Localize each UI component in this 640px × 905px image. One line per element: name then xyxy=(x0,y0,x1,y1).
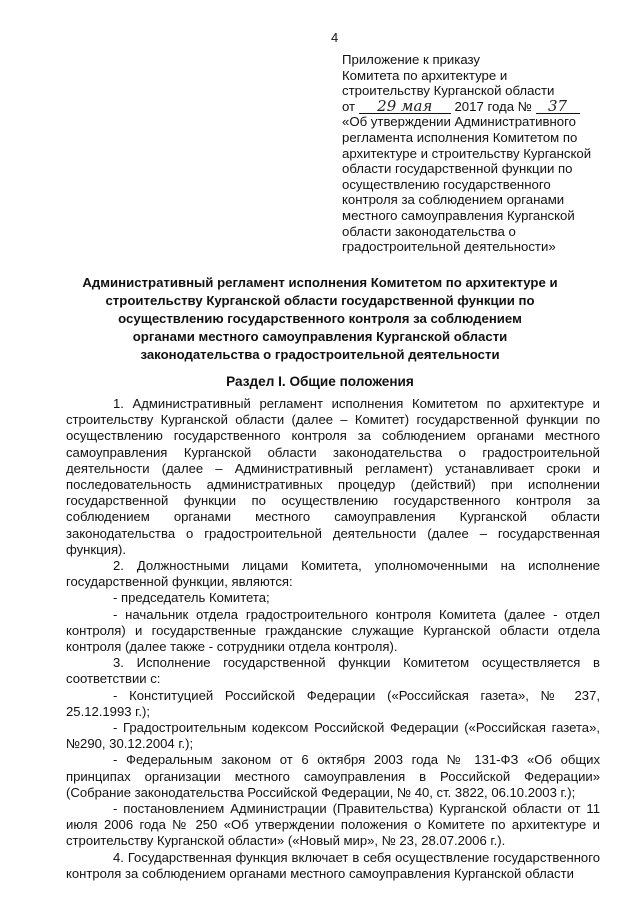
handwritten-date: 29 мая xyxy=(359,99,451,114)
paragraph-3: 3. Исполнение государственной функции Комитетом осуществляется в соответствии с: xyxy=(66,655,600,687)
appendix-about-line: контроля за соблюдением органами xyxy=(342,192,565,208)
list-item-urban-code: - Градостроительным кодексом Российской Федерации («Российская газета», №290, 30.12.2004 г.); xyxy=(66,720,600,752)
paragraph-4: 4. Государственная функция включает в себя осуществление государственного контроля за соблюдением органами местного самоуправления Курганской области xyxy=(66,849,600,881)
appendix-from-prefix: от xyxy=(342,98,356,114)
section-title: Раздел I. Общие положения xyxy=(226,374,414,389)
appendix-line-1: Приложение к приказу xyxy=(342,52,481,67)
appendix-date-line xyxy=(342,96,610,115)
handwritten-number: 37 xyxy=(536,99,580,114)
appendix-about-line: градостроительной деятельности» xyxy=(342,239,556,255)
appendix-about-line: области государственной функции по xyxy=(342,161,573,177)
appendix-about-line: архитектуре и строительству Курганской xyxy=(342,145,592,161)
document-title xyxy=(80,274,560,364)
appendix-year-label: 2017 года № xyxy=(454,98,532,114)
document-title-line: Административный регламент исполнения Комитетом по архитектуре и xyxy=(82,275,558,290)
appendix-about-line: местного самоуправления Курганской xyxy=(342,207,575,223)
list-item-federal-law: - Федеральным законом от 6 октября 2003 года № 131-ФЗ «Об общих принципах организации местного самоуправления в Российской Федерации» (Собрание законодательства Российской Федерации, № 40, ст. 3822, 06.10.2003 г.); xyxy=(66,752,600,800)
appendix-line-3: строительству Курганской области xyxy=(342,83,555,99)
document-title-line: строительству Курганской области государственной функции по xyxy=(105,293,535,308)
paragraph-2: 2. Должностными лицами Комитета, уполномоченными на исполнение государственной функции, являются: xyxy=(66,558,600,590)
list-item-constitution: - Конституцией Российской Федерации («Российская газета», № 237, 25.12.1993 г.); xyxy=(66,687,600,719)
document-title-line: органами местного самоуправления Курганской области xyxy=(132,329,508,344)
appendix-about-line: регламента исполнения Комитетом по xyxy=(342,129,578,145)
page-number: 4 xyxy=(331,30,339,45)
list-item-control-department: - начальник отдела градостроительного контроля Комитета (далее - отдел контроля) и государственные гражданские служащие Курганской области отдела контроля (далее также - сотрудники отдела контроля). xyxy=(66,606,600,655)
document-body xyxy=(66,396,600,882)
list-item-regional-resolution: - постановлением Администрации (Правительства) Курганской области от 11 июля 2006 года № 250 «Об утверждении положения о Комитете по архитектуре и строительству Курганской области» («Новый мир», № 23, 28.07.2006 г.). xyxy=(66,801,600,849)
paragraph-1: 1. Административный регламент исполнения Комитетом по архитектуре и строительству Курганской области (далее – Комитет) государственной функции по осуществлению государственного контроля за соблюдением органами местного самоуправления Курганской области законодательства о градостроительной деятельности (далее – Административный регламент) устанавливает сроки и последовательность административных процедур (действий) при исполнении государственной функции по осуществлению государственного контроля за соблюдением органами местного самоуправления Курганской области законодательства о градостроительной деятельности (далее – государственная функция). xyxy=(66,396,600,557)
list-item-chairman: - председатель Комитета; xyxy=(113,590,270,606)
appendix-about-line: области законодательства о xyxy=(342,223,516,239)
appendix-block xyxy=(342,52,610,255)
appendix-about-line: «Об утверждении Административного xyxy=(342,114,576,130)
document-title-line: законодательства о градостроительной деятельности xyxy=(140,347,500,362)
appendix-about-line: осуществлению государственного xyxy=(342,176,551,192)
appendix-line-2: Комитета по архитектуре и xyxy=(342,67,508,83)
document-title-line: осуществлению государственного контроля за соблюдением xyxy=(118,311,522,326)
